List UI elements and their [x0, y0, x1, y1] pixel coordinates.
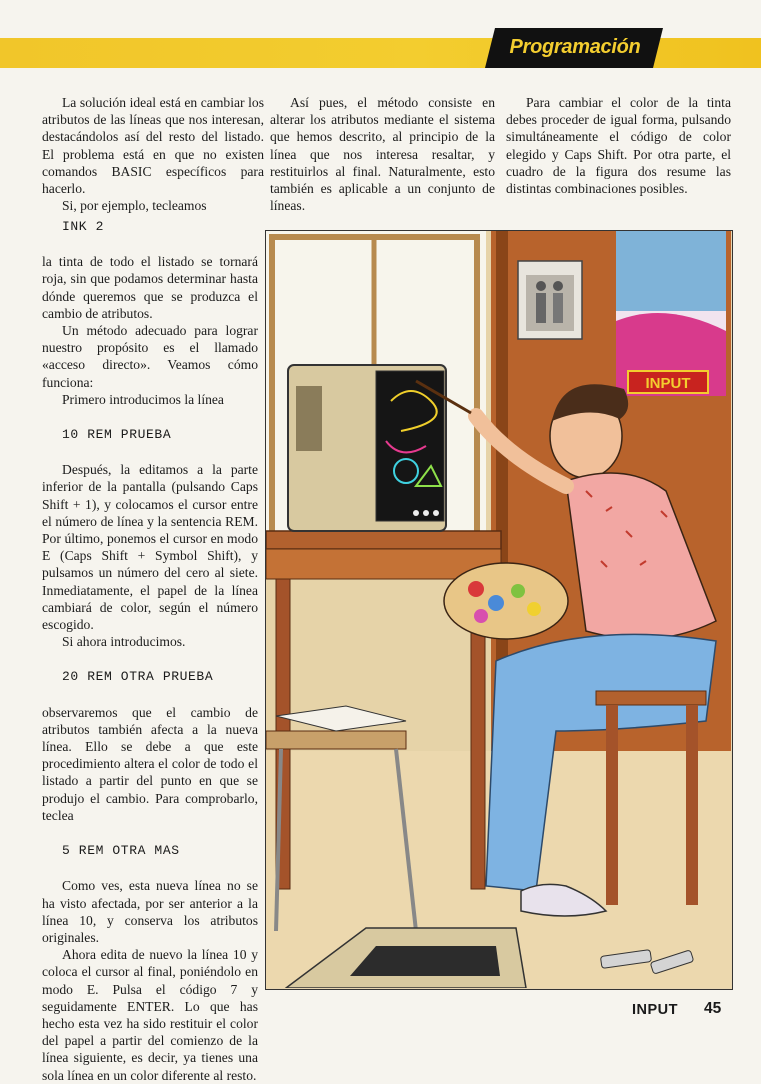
paragraph: Ahora edita de nuevo la línea 10 y coloca el cursor al final, poniéndolo en modo E. Pulsa el código 7 y seguidamente ENTER. Lo que has hecho esta vez ha sido restituir el color del papel a partir del comienzo de la línea siguiente, es decir, ya tienes una sola línea en un color diferente al resto.	[42, 947, 258, 1083]
section-title: Programación	[509, 36, 641, 58]
text-column-1-top	[42, 94, 264, 214]
paragraph: Si, por ejemplo, tecleamos	[62, 198, 207, 214]
text-column-2	[270, 94, 495, 214]
paragraph: Primero introducimos la línea	[62, 391, 224, 407]
paragraph: Como ves, esta nueva línea no se ha visto afectada, por ser anterior a la línea 10, y conserva los atributos originales.	[42, 878, 258, 945]
illustration-scene	[266, 231, 731, 988]
poster	[616, 231, 726, 396]
paragraph: La solución ideal está en cambiar los atributos de las líneas que nos interesan, destacándolos así del resto del listado. El problema está en que no existen comandos BASIC específicos para hacerlo.	[42, 95, 264, 197]
wall-photo	[518, 261, 582, 339]
code-line: INK 2	[62, 219, 105, 234]
paragraph: Un método adecuado para lograr nuestro propósito es el llamado «acceso directo». Veamos cómo funciona:	[42, 323, 258, 390]
code-line: 5 REM OTRA MAS	[62, 843, 180, 859]
text-column-1-body	[42, 218, 258, 1084]
paragraph: Si ahora introducimos.	[62, 634, 186, 650]
code-line: 20 REM OTRA PRUEBA	[62, 669, 214, 685]
paragraph: Así pues, el método consiste en alterar los atributos mediante el sistema que hemos descrito, al principio de la línea que nos interesa resaltar, y restituirlos al final. Naturalmente, esto también es aplicable a un conjunto de líneas.	[270, 95, 495, 214]
code-line: 10 REM PRUEBA	[62, 427, 172, 443]
page-number: 45	[704, 1000, 722, 1017]
illustration	[265, 230, 733, 990]
paragraph: la tinta de todo el listado se tornará roja, sin que podamos determinar hasta dónde queremos que se produzca el cambio de atributos.	[42, 254, 258, 321]
paragraph: Después, la editamos a la parte inferior de la pantalla (pulsando Caps Shift + 1), y colocamos el cursor entre el número de línea y la sentencia REM. Por último, ponemos el cursor en modo E (Caps Shift + Symbol Shift), y pulsamos un número del cero al siete. Inmediatamente, el papel de la línea cambiará de color, según el número escogido.	[42, 462, 258, 633]
computer-monitor	[288, 365, 446, 531]
poster-title: INPUT	[645, 375, 691, 392]
text-column-3	[506, 94, 731, 197]
paragraph: Para cambiar el color de la tinta debes proceder de igual forma, pulsando simultáneamente el código de color elegido y Caps Shift. Por otra parte, el cuadro de la figura dos resume las distintas combinaciones posibles.	[506, 95, 731, 197]
footer-brand: INPUT	[632, 1002, 678, 1018]
paragraph: observaremos que el cambio de atributos también afecta a la nueva línea. Ello se debe a que este procedimiento altera el color de todo el listado a partir del punto en que se produjo el cambio. Para comprobarlo, teclea	[42, 704, 258, 823]
